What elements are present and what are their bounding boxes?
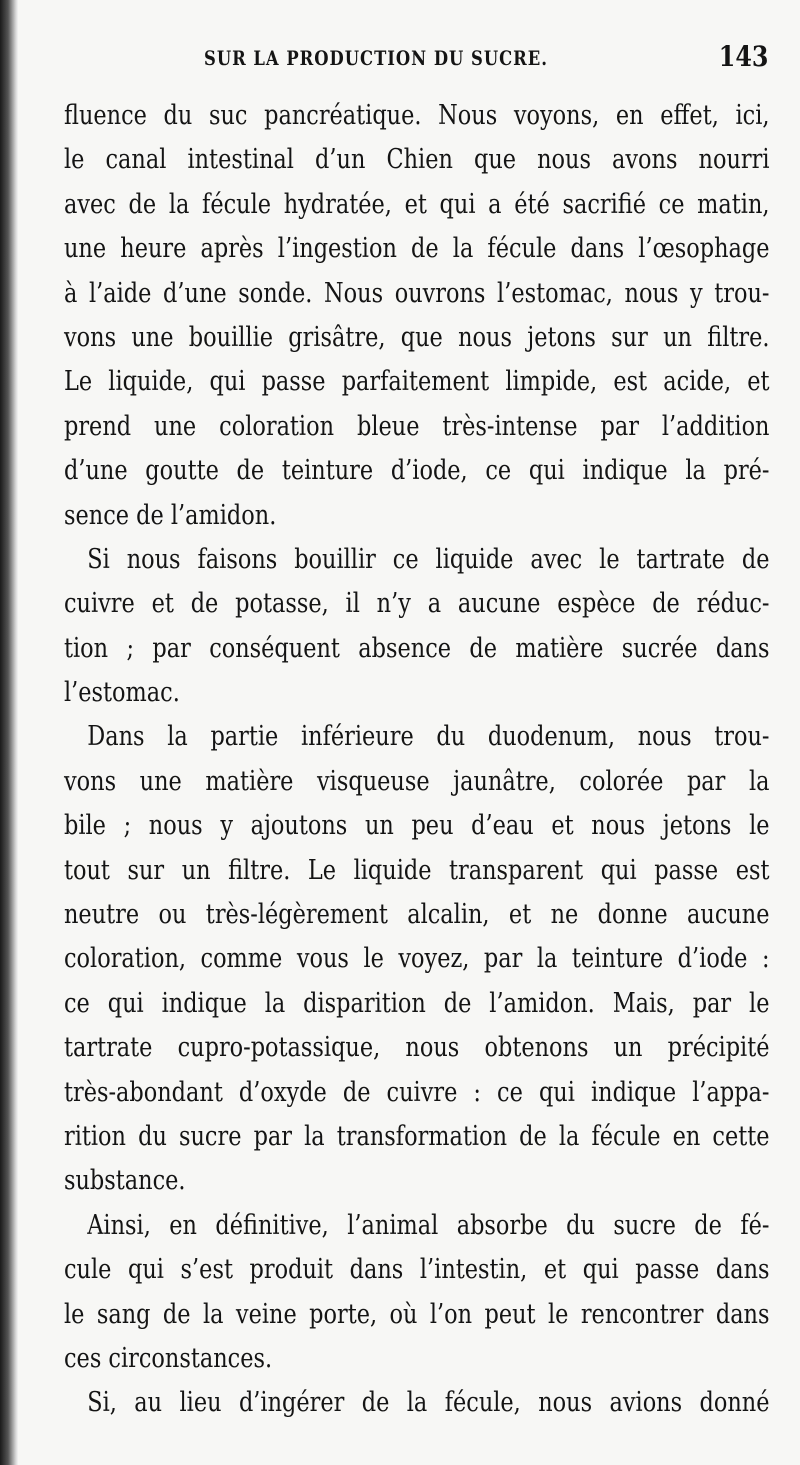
page-number: 143 bbox=[718, 40, 768, 73]
text-line: le canal intestinal d’un Chien que nous avons nourri bbox=[64, 144, 770, 176]
text-line: prend une coloration bleue très-intense par l’addition bbox=[64, 410, 770, 442]
text-line: avec de la fécule hydratée, et qui a été sacrifié ce matin, bbox=[64, 188, 770, 220]
text-line: substance. bbox=[64, 1165, 186, 1197]
text-line: coloration, comme vous le voyez, par la teinture d’iode : bbox=[64, 943, 770, 975]
text-line: à l’aide d’une sonde. Nous ouvrons l’estomac, nous y trou- bbox=[64, 277, 770, 309]
text-line: d’une goutte de teinture d’iode, ce qui indique la pré- bbox=[64, 455, 770, 487]
text-line: l’estomac. bbox=[64, 677, 180, 709]
text-line: Si, au lieu d’ingérer de la fécule, nous avions donné bbox=[87, 1387, 770, 1419]
text-line: cuivre et de potasse, il n’y a aucune espèce de réduc- bbox=[64, 588, 770, 620]
body-text bbox=[64, 94, 770, 1426]
text-line: neutre ou très-légèrement alcalin, et ne donne aucune bbox=[64, 899, 770, 931]
text-line: Ainsi, en définitive, l’animal absorbe du sucre de fé- bbox=[87, 1209, 770, 1241]
text-line: tout sur un filtre. Le liquide transparent qui passe est bbox=[64, 854, 770, 886]
text-line: ce qui indique la disparition de l’amidon. Mais, par le bbox=[64, 987, 770, 1019]
text-line: cule qui s’est produit dans l’intestin, et qui passe dans bbox=[64, 1254, 770, 1286]
text-line: tion ; par conséquent absence de matière sucrée dans bbox=[64, 632, 770, 664]
text-line: vons une bouillie grisâtre, que nous jetons sur un filtre. bbox=[64, 321, 770, 353]
text-line: sence de l’amidon. bbox=[64, 499, 277, 531]
page-edge-shadow bbox=[0, 0, 18, 1465]
text-line: bile ; nous y ajoutons un peu d’eau et nous jetons le bbox=[64, 810, 770, 842]
text-line: Si nous faisons bouillir ce liquide avec le tartrate de bbox=[87, 543, 770, 575]
text-line: Dans la partie inférieure du duodenum, nous trou- bbox=[87, 721, 770, 753]
text-line: rition du sucre par la transformation de la fécule en cette bbox=[64, 1120, 770, 1152]
text-line: le sang de la veine porte, où l’on peut le rencontrer dans bbox=[64, 1298, 770, 1330]
text-line: une heure après l’ingestion de la fécule dans l’œsophage bbox=[64, 233, 770, 265]
book-page bbox=[18, 0, 800, 1465]
text-line: très-abondant d’oxyde de cuivre : ce qui indique l’appa- bbox=[64, 1076, 770, 1108]
text-line: fluence du suc pancréatique. Nous voyons, en effet, ici, bbox=[64, 100, 770, 131]
text-line: tartrate cupro-potassique, nous obtenons un précipité bbox=[64, 1032, 770, 1064]
text-line: ces circonstances. bbox=[64, 1342, 273, 1374]
text-line: Le liquide, qui passe parfaitement limpide, est acide, et bbox=[64, 366, 770, 398]
running-head: SUR LA PRODUCTION DU SUCRE. bbox=[204, 46, 548, 70]
page-header bbox=[46, 40, 768, 80]
text-line: vons une matière visqueuse jaunâtre, colorée par la bbox=[64, 765, 770, 797]
